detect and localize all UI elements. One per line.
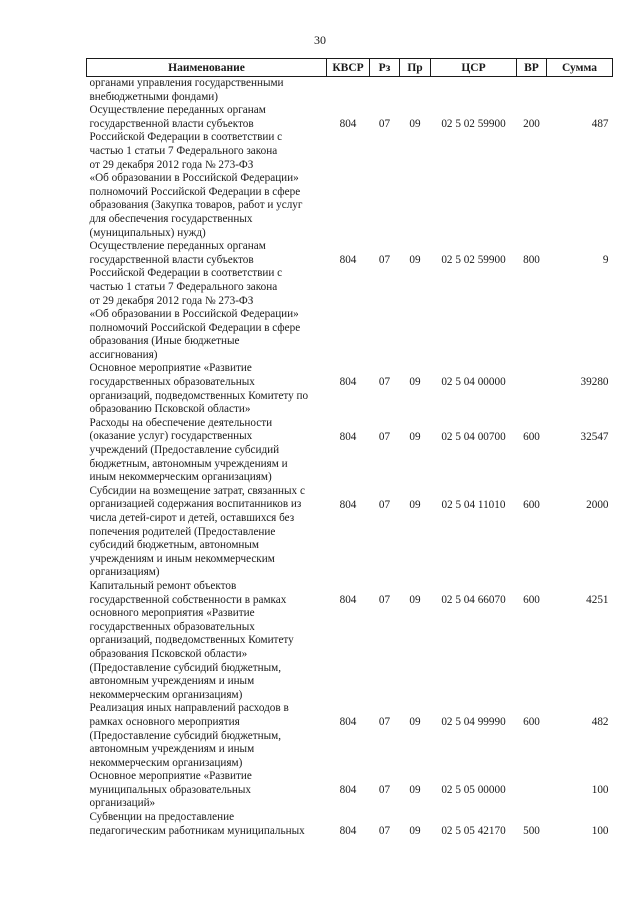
- row-csr-cell: 02 5 04 00000: [441, 376, 506, 389]
- row-rz-cell: 07: [378, 254, 391, 267]
- header-pr: Пр: [400, 59, 431, 77]
- table-row: [87, 104, 613, 240]
- row-csr-cell: 02 5 05 00000: [441, 784, 506, 797]
- row-name-line: государственной власти субъектов: [89, 117, 254, 130]
- row-name-line: организаций, подведомственных Комитету: [89, 634, 294, 647]
- row-pr-cell: 09: [409, 254, 421, 267]
- row-csr-cell: 02 5 02 59900: [441, 254, 506, 267]
- row-name-line: ассигнования): [89, 348, 158, 361]
- row-name-line: государственной власти субъектов: [89, 253, 254, 266]
- row-rz-cell: 07: [378, 593, 391, 606]
- row-csr-cell: 02 5 02 59900: [441, 118, 506, 131]
- row-pr-cell: 09: [409, 825, 421, 838]
- row-kvsr-cell: 804: [339, 118, 357, 131]
- table-row: [87, 417, 613, 485]
- row-name-cell: [87, 104, 327, 240]
- row-sum-cell: 482: [591, 716, 609, 729]
- table-row: [87, 485, 613, 580]
- row-name-line: автономным учреждениям и иным: [89, 743, 255, 756]
- row-pr-cell: 09: [409, 118, 421, 131]
- row-name-line: образованию Псковской области»: [89, 403, 251, 416]
- row-name-line: иным некоммерческим организациям): [89, 471, 272, 484]
- row-name-line: числа детей-сирот и детей, оставшихся без: [89, 512, 295, 524]
- row-vr-cell: 600: [523, 593, 540, 606]
- row-pr-cell: 09: [409, 784, 421, 797]
- row-vr-cell: 200: [523, 118, 540, 131]
- row-sum-cell: 487: [591, 118, 609, 131]
- row-name-line: муниципальных образовательных: [89, 783, 251, 796]
- row-name-cell: [87, 362, 327, 416]
- row-name-line: организаций, подведомственных Комитету по: [89, 389, 309, 402]
- row-name-line: бюджетным, автономным учреждениям и: [89, 457, 288, 470]
- row-name-line: организацией содержания воспитанников из: [89, 498, 302, 511]
- table-header: [87, 59, 613, 77]
- row-name-line: Основное мероприятие «Развитие: [89, 770, 252, 783]
- row-csr-cell: 02 5 04 00700: [441, 430, 506, 443]
- row-vr-cell: [517, 362, 547, 416]
- row-rz-cell: 07: [378, 716, 391, 729]
- header-kvsr: КВСР: [327, 59, 370, 77]
- row-pr-cell: 09: [409, 376, 421, 389]
- row-vr-cell: [517, 77, 547, 105]
- row-name-line: организаций»: [89, 797, 156, 810]
- row-kvsr-cell: 804: [339, 784, 357, 797]
- row-name-line: основного мероприятия «Развитие: [89, 607, 255, 620]
- row-rz-cell: 07: [378, 825, 391, 838]
- page-number: 30: [314, 33, 326, 47]
- row-name-line: Осуществление переданных органам: [89, 240, 266, 253]
- row-name-cell: [87, 77, 327, 105]
- row-sum-cell: [547, 77, 613, 105]
- row-name-cell: [87, 240, 327, 362]
- row-name-line: Субвенции на предоставление: [89, 811, 235, 824]
- row-name-line: Расходы на обеспечение деятельности: [89, 416, 273, 429]
- row-name-cell: [87, 485, 327, 580]
- header-vr: ВР: [517, 59, 547, 77]
- row-csr-cell: 02 5 04 99990: [441, 716, 506, 729]
- row-name-line: Субсидии на возмещение затрат, связанных с: [89, 484, 305, 497]
- header-rz: Рз: [370, 59, 400, 77]
- table-row: [87, 811, 613, 839]
- row-name-line: автономным учреждениям и иным: [89, 675, 255, 688]
- row-name-line: образования Псковской области»: [89, 647, 248, 660]
- row-name-line: государственной собственности в рамках: [89, 593, 287, 606]
- row-pr-cell: 09: [409, 430, 421, 443]
- row-name-line: рамках основного мероприятия: [89, 715, 240, 728]
- row-kvsr-cell: [327, 77, 370, 105]
- row-name-cell: [87, 417, 327, 485]
- row-kvsr-cell: 804: [339, 376, 357, 389]
- row-name-line: учреждениям и иным некоммерческим: [89, 552, 275, 565]
- table-row: [87, 240, 613, 362]
- row-rz-cell: 07: [378, 498, 391, 511]
- row-name-line: «Об образовании в Российской Федерации»: [89, 172, 299, 185]
- row-name-line: учреждений (Предоставление субсидий: [89, 444, 280, 457]
- row-sum-cell: 9: [602, 254, 609, 267]
- row-name-line: частью 1 статьи 7 Федерального закона: [89, 144, 278, 157]
- row-name-line: полномочий Российской Федерации в сфере: [89, 185, 301, 198]
- row-rz-cell: [370, 77, 400, 105]
- row-vr-cell: 800: [523, 254, 540, 267]
- row-name-line: Российской Федерации в соответствии с: [89, 131, 283, 144]
- row-name-line: Основное мероприятие «Развитие: [89, 362, 252, 375]
- row-csr-cell: [431, 77, 517, 105]
- row-name-line: (муниципальных) нужд): [89, 226, 206, 239]
- row-sum-cell: 100: [591, 784, 609, 797]
- row-sum-cell: 32547: [580, 430, 609, 443]
- row-name-line: полномочий Российской Федерации в сфере: [89, 321, 301, 334]
- row-name-line: государственных образовательных: [89, 620, 255, 633]
- budget-table: [86, 58, 613, 839]
- row-name-line: от 29 декабря 2012 года № 273-ФЗ: [89, 158, 254, 171]
- row-name-cell: [87, 770, 327, 811]
- row-name-line: частью 1 статьи 7 Федерального закона: [89, 280, 278, 293]
- row-name-line: «Об образовании в Российской Федерации»: [89, 308, 299, 321]
- table-row: [87, 770, 613, 811]
- row-name-line: попечения родителей (Предоставление: [89, 525, 276, 538]
- row-kvsr-cell: 804: [339, 430, 357, 443]
- row-sum-cell: 4251: [586, 593, 609, 606]
- row-pr-cell: 09: [409, 716, 421, 729]
- row-name-line: некоммерческим организациям): [89, 756, 243, 769]
- row-rz-cell: 07: [378, 784, 391, 797]
- row-name-line: Реализация иных направлений расходов в: [89, 702, 289, 715]
- row-vr-cell: 600: [523, 498, 540, 511]
- row-name-line: Осуществление переданных органам: [89, 104, 266, 117]
- row-pr-cell: 09: [409, 593, 421, 606]
- row-kvsr-cell: 804: [339, 498, 357, 511]
- row-csr-cell: 02 5 04 66070: [441, 593, 506, 606]
- row-name-line: некоммерческим организациям): [89, 688, 243, 701]
- table-row: [87, 580, 613, 702]
- row-name-line: образования (Закупка товаров, работ и услуг: [89, 199, 303, 212]
- row-vr-cell: 600: [523, 716, 540, 729]
- row-kvsr-cell: 804: [339, 716, 357, 729]
- row-sum-cell: 39280: [580, 376, 609, 389]
- row-name-cell: [87, 702, 327, 770]
- header-name: Наименование: [87, 59, 327, 77]
- row-name-line: субсидий бюджетным, автономным: [89, 539, 259, 552]
- row-csr-cell: 02 5 05 42170: [441, 825, 506, 838]
- row-name-line: органами управления государственными: [89, 77, 284, 89]
- row-csr-cell: 02 5 04 11010: [441, 498, 506, 511]
- row-name-line: государственных образовательных: [89, 376, 255, 389]
- row-rz-cell: 07: [378, 376, 391, 389]
- row-kvsr-cell: 804: [339, 254, 357, 267]
- row-rz-cell: 07: [378, 118, 391, 131]
- table-row: [87, 702, 613, 770]
- row-name-cell: [87, 811, 327, 839]
- table-row: [87, 362, 613, 416]
- row-name-line: от 29 декабря 2012 года № 273-ФЗ: [89, 294, 254, 307]
- row-name-line: Российской Федерации в соответствии с: [89, 267, 283, 280]
- row-name-cell: [87, 580, 327, 702]
- row-vr-cell: [517, 770, 547, 811]
- row-sum-cell: 100: [591, 825, 609, 838]
- header-csr: ЦСР: [431, 59, 517, 77]
- row-name-line: образования (Иные бюджетные: [89, 335, 240, 348]
- row-name-line: для обеспечения государственных: [89, 212, 253, 225]
- row-vr-cell: 500: [523, 825, 540, 838]
- row-rz-cell: 07: [378, 430, 391, 443]
- table-body: [87, 77, 613, 839]
- row-name-line: (Предоставление субсидий бюджетным,: [89, 661, 282, 674]
- row-vr-cell: 600: [523, 430, 540, 443]
- row-pr-cell: [400, 77, 431, 105]
- table-row: [87, 77, 613, 105]
- row-pr-cell: 09: [409, 498, 421, 511]
- row-name-line: Капитальный ремонт объектов: [89, 579, 237, 592]
- row-kvsr-cell: 804: [339, 593, 357, 606]
- row-name-line: внебюджетными фондами): [89, 90, 218, 103]
- row-name-line: (оказание услуг) государственных: [89, 430, 253, 443]
- header-sum: Сумма: [547, 59, 613, 77]
- row-name-line: организациям): [89, 566, 160, 579]
- row-kvsr-cell: 804: [339, 825, 357, 838]
- row-name-line: (Предоставление субсидий бюджетным,: [89, 729, 282, 742]
- row-name-line: педагогическим работникам муниципальных: [89, 824, 305, 837]
- row-sum-cell: 2000: [586, 498, 609, 511]
